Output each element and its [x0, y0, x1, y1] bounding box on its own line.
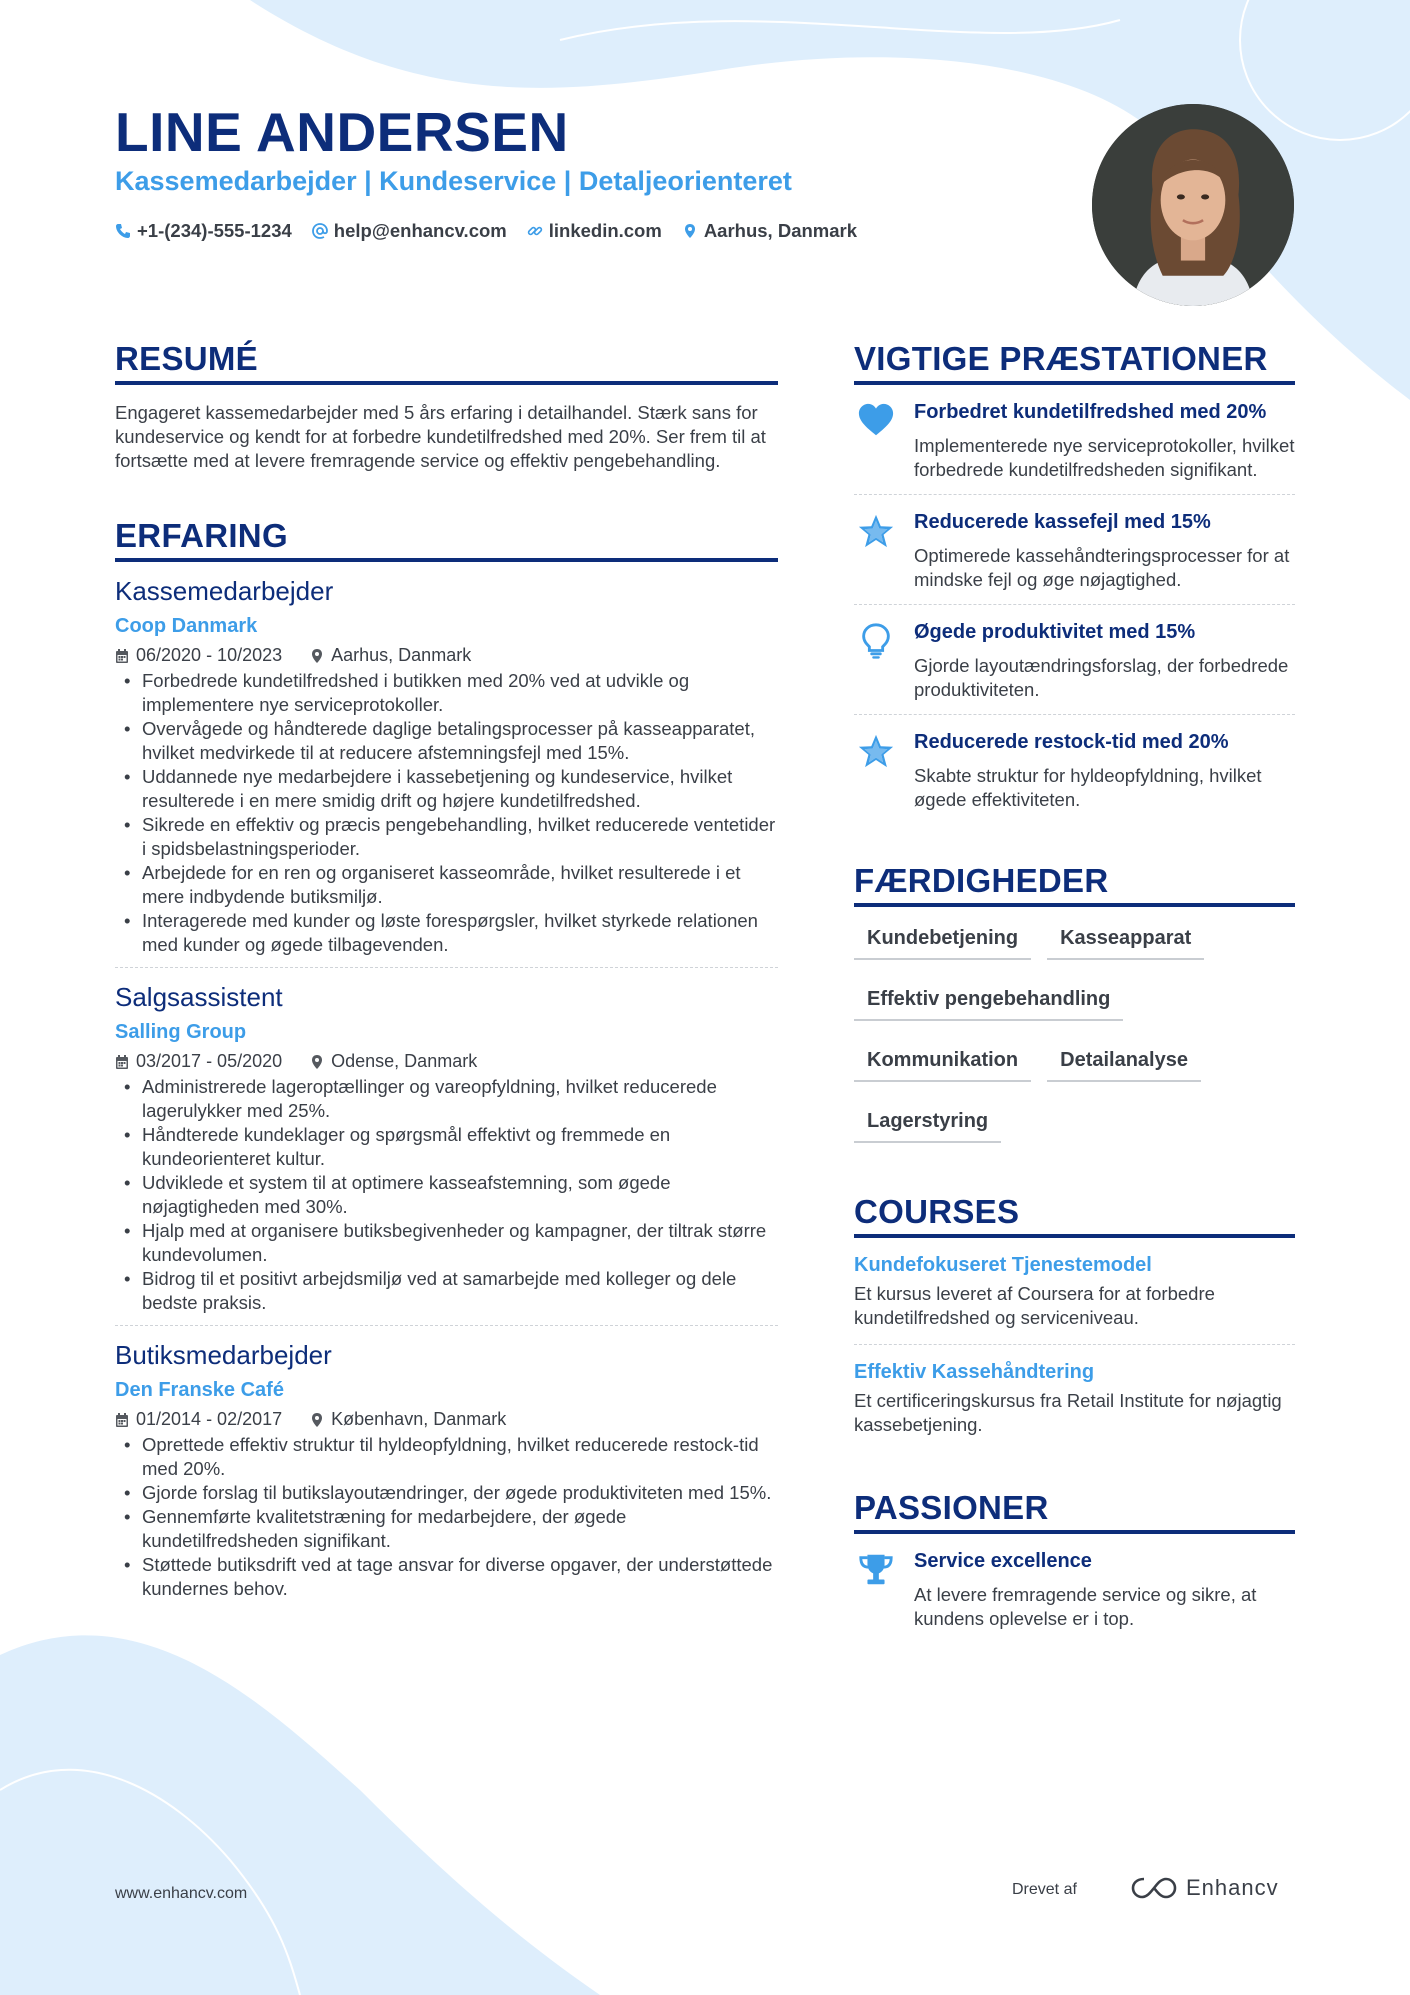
achievement-desc: Implementerede nye serviceprotokoller, hvilket forbedrede kundetilfredsheden signifikant. — [914, 435, 1295, 480]
job-meta — [115, 645, 778, 666]
skill-tag: Effektiv pengebehandling — [854, 988, 1123, 1021]
achievement-item — [854, 385, 1295, 495]
course-title: Kundefokuseret Tjenestemodel — [854, 1254, 1152, 1276]
star-icon — [857, 512, 895, 550]
job-bullets — [115, 1075, 778, 1315]
job-title: Butiksmedarbejder — [115, 1340, 332, 1370]
achievement-title: Reducerede kassefejl med 15% — [914, 511, 1211, 533]
experience-heading: ERFARING — [115, 517, 778, 562]
location-text: Aarhus, Danmark — [703, 220, 858, 241]
skill-tag: Kasseapparat — [1047, 927, 1204, 960]
divider — [115, 1325, 778, 1326]
bullet-item: • Administrerede lageroptællinger og vareopfyldning, hvilket reducerede lagerulykker med 25%. — [115, 1075, 778, 1123]
heart-icon — [857, 402, 895, 440]
job-location-text: Aarhus, Danmark — [331, 645, 472, 665]
contact-phone[interactable] — [115, 220, 292, 242]
achievement-desc: Skabte struktur for hyldeopfyldning, hvilket øgede effektiviteten. — [914, 765, 1262, 810]
job-location — [310, 1409, 506, 1430]
job-title: Salgsassistent — [115, 982, 283, 1012]
bullet-item: • Arbejdede for en ren og organiseret kasseområde, hvilket resulterede i et mere indbydende butiksmiljø. — [115, 861, 778, 909]
job-bullets — [115, 1433, 778, 1601]
bullet-item: • Interagerede med kunder og løste forespørgsler, hvilket styrkede relationen med kunder og øgede tilbagevenden. — [115, 909, 778, 957]
location-pin-icon — [310, 648, 324, 664]
bullet-item: • Oprettede effektiv struktur til hyldeopfyldning, hvilket reducerede restock-tid med 20%. — [115, 1433, 778, 1481]
avatar — [1092, 104, 1294, 306]
bullet-item: • Sikrede en effektiv og præcis pengebehandling, hvilket reducerede ventetider i spidsbelastningsperioder. — [115, 813, 778, 861]
trophy-icon — [857, 1551, 895, 1589]
bullet-item: • Støttede butiksdrift ved at tage ansvar for diverse opgaver, der understøttede kundernes behov. — [115, 1553, 778, 1601]
skill-tag: Detailanalyse — [1047, 1049, 1201, 1082]
location-pin-icon — [310, 1412, 324, 1428]
achievement-title: Øgede produktivitet med 15% — [914, 621, 1196, 643]
skills-list — [854, 927, 1295, 1143]
job-dates-text: 03/2017 - 05/2020 — [136, 1051, 283, 1071]
bullet-item: • Håndterede kundeklager og spørgsmål effektivt og fremmede en kundeorienteret kultur. — [115, 1123, 778, 1171]
enhancv-logo-icon — [1130, 1874, 1178, 1902]
job-location — [310, 1051, 477, 1072]
location-pin-icon — [310, 1054, 324, 1070]
skills-heading: FÆRDIGHEDER — [854, 862, 1295, 907]
right-column — [854, 340, 1295, 1643]
course-item — [854, 1345, 1295, 1451]
passions-heading: PASSIONER — [854, 1489, 1295, 1534]
job-meta — [115, 1409, 778, 1430]
job-dates — [115, 1051, 282, 1072]
contact-email[interactable] — [312, 220, 507, 242]
achievement-item — [854, 495, 1295, 605]
calendar-icon — [115, 648, 129, 664]
skill-tag: Kommunikation — [854, 1049, 1031, 1082]
job-dates — [115, 645, 282, 666]
achievement-item — [854, 715, 1295, 824]
bullet-item: • Hjalp med at organisere butiksbegivenheder og kampagner, der tiltrak større kundevolumen. — [115, 1219, 778, 1267]
left-column — [115, 340, 778, 1601]
footer-url[interactable]: www.enhancv.com — [115, 1885, 248, 1902]
bullet-item: • Overvågede og håndterede daglige betalingsprocesser på kasseapparatet, hvilket medvirkede til at reducere afstemningsfejl med 15%. — [115, 717, 778, 765]
company-name: Salling Group — [115, 1021, 247, 1043]
phone-icon — [115, 223, 131, 239]
divider — [115, 967, 778, 968]
company-name: Coop Danmark — [115, 615, 258, 637]
experience-entry — [115, 1340, 778, 1601]
bullet-item: • Udviklede et system til at optimere kasseafstemning, som øgede nøjagtigheden med 30%. — [115, 1171, 778, 1219]
passion-desc: At levere fremragende service og sikre, at kundens oplevelse er i top. — [914, 1584, 1257, 1629]
footer-powered-by: Drevet af — [1012, 1881, 1077, 1898]
job-dates-text: 01/2014 - 02/2017 — [136, 1409, 283, 1429]
bullet-item: • Bidrog til et positivt arbejdsmiljø ved at samarbejde med kolleger og dele bedste praksis. — [115, 1267, 778, 1315]
phone-text: +1-(234)-555-1234 — [137, 220, 292, 241]
job-dates-text: 06/2020 - 10/2023 — [136, 645, 283, 665]
achievement-desc: Gjorde layoutændringsforslag, der forbedrede produktiviteten. — [914, 655, 1289, 700]
summary-heading: RESUMÉ — [115, 340, 778, 385]
lightbulb-icon — [857, 622, 895, 660]
contact-location — [682, 220, 857, 242]
contact-linkedin[interactable] — [527, 220, 662, 242]
experience-entry — [115, 982, 778, 1326]
job-dates — [115, 1409, 282, 1430]
company-name: Den Franske Café — [115, 1379, 284, 1401]
bullet-item: • Gennemførte kvalitetstræning for medarbejdere, der øgede kundetilfredsheden signifikant. — [115, 1505, 778, 1553]
star-icon — [857, 732, 895, 770]
skill-tag: Kundebetjening — [854, 927, 1031, 960]
enhancv-brand: Enhancv — [1186, 1875, 1279, 1900]
link-icon — [527, 223, 543, 239]
bullet-item: • Gjorde forslag til butikslayoutændringer, der øgede produktiviteten med 15%. — [115, 1481, 778, 1505]
summary-text: Engageret kassemedarbejder med 5 års erfaring i detailhandel. Stærk sans for kundeservice og kendt for at forbedre kundetilfredshed med 20%. Ser frem til at fortsætte med at levere fremragende service og effektiv pengebehandling. — [115, 402, 766, 471]
achievements-heading: VIGTIGE PRÆSTATIONER — [854, 340, 1295, 385]
calendar-icon — [115, 1054, 129, 1070]
job-location-text: Odense, Danmark — [331, 1051, 478, 1071]
calendar-icon — [115, 1412, 129, 1428]
achievement-title: Forbedret kundetilfredshed med 20% — [914, 401, 1267, 423]
course-desc: Et certificeringskursus fra Retail Institute for nøjagtig kassebetjening. — [854, 1390, 1282, 1435]
at-icon — [312, 223, 328, 239]
job-meta — [115, 1051, 778, 1072]
courses-heading: COURSES — [854, 1193, 1295, 1238]
headline: Kassemedarbejder | Kundeservice | Detaljeorienteret — [115, 166, 792, 196]
linkedin-text: linkedin.com — [548, 220, 662, 241]
candidate-name: LINE ANDERSEN — [115, 101, 569, 163]
contact-bar — [115, 220, 857, 242]
job-title: Kassemedarbejder — [115, 576, 334, 606]
job-bullets — [115, 669, 778, 957]
experience-entry — [115, 576, 778, 968]
course-title: Effektiv Kassehåndtering — [854, 1361, 1095, 1383]
achievement-desc: Optimerede kassehåndteringsprocesser for at mindske fejl og øge nøjagtighed. — [914, 545, 1290, 590]
bullet-item: • Forbedrede kundetilfredshed i butikken med 20% ved at udvikle og implementere nye serviceprotokoller. — [115, 669, 778, 717]
skill-tag: Lagerstyring — [854, 1110, 1001, 1143]
course-item — [854, 1238, 1295, 1345]
course-desc: Et kursus leveret af Coursera for at forbedre kundetilfredshed og serviceniveau. — [854, 1283, 1215, 1328]
job-location — [310, 645, 471, 666]
bullet-item: • Uddannede nye medarbejdere i kassebetjening og kundeservice, hvilket resulterede i en mere smidig drift og højere kundetilfredshed. — [115, 765, 778, 813]
location-pin-icon — [682, 223, 698, 239]
passion-title: Service excellence — [914, 1550, 1092, 1572]
enhancv-logo[interactable] — [1130, 1874, 1279, 1902]
job-location-text: København, Danmark — [331, 1409, 507, 1429]
email-text: help@enhancv.com — [333, 220, 507, 241]
achievement-title: Reducerede restock-tid med 20% — [914, 731, 1229, 753]
passion-item — [854, 1534, 1295, 1643]
achievement-item — [854, 605, 1295, 715]
